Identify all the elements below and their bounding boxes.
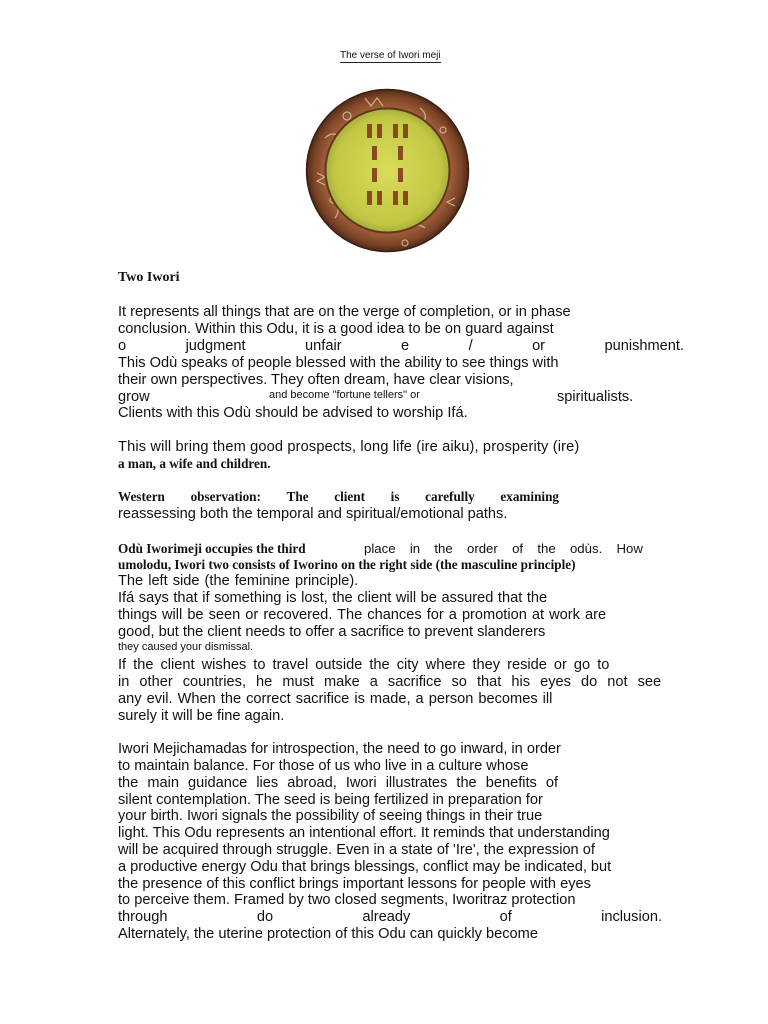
p4-line-9: in other countries, he must make a sacrifice so that his eyes do not see — [118, 674, 662, 690]
word: punishment. — [604, 338, 684, 354]
word: place — [364, 541, 396, 556]
word: of — [512, 541, 524, 556]
p5-line-11 — [118, 909, 662, 925]
p1-line-6b: and become "fortune tellers" or — [269, 389, 420, 401]
word: inclusion. — [601, 909, 662, 925]
p4-line-6: good, but the client needs to offer a sacrifice to prevent slanderers — [118, 624, 546, 640]
p3-line-2: reassessing both the temporal and spiritual/emotional paths. — [118, 506, 508, 522]
p1-line-3 — [118, 338, 684, 354]
p4-line-7: they caused your dismissal. — [118, 641, 254, 653]
p4-line-11: surely it will be fine again. — [118, 708, 285, 724]
p5-line-7: will be acquired through struggle. Even in a state of 'Ire', the expression of — [118, 842, 595, 858]
word: o — [118, 338, 127, 354]
p2-line-2: a man, a wife and children. — [118, 456, 271, 471]
section-heading: Two Iwori — [118, 270, 180, 285]
word: of — [499, 909, 512, 925]
word: the — [434, 541, 453, 556]
word: The — [286, 489, 309, 504]
p4-line-1a: Odù Iworimeji occupies the third — [118, 541, 306, 556]
word: order — [466, 541, 498, 556]
word: judgment — [185, 338, 246, 354]
p1-line-7: Clients with this Odù should be advised to worship Ifá. — [118, 405, 468, 421]
word: e — [401, 338, 410, 354]
p2-line-1: This will bring them good prospects, long life (ire aiku), prosperity (ire) — [118, 439, 580, 455]
p5-line-3: the main guidance lies abroad, Iwori illustrates the benefits of — [118, 775, 559, 791]
word: unfair — [305, 338, 342, 354]
page-header: The verse of Iwori meji — [340, 50, 441, 61]
word: How — [616, 541, 643, 556]
word: do — [256, 909, 274, 925]
p5-line-1: Iwori Mejichamadas for introspection, the need to go inward, in order — [118, 741, 561, 757]
word: in — [409, 541, 421, 556]
p3-line-1 — [118, 489, 559, 505]
word: already — [362, 909, 411, 925]
p1-line-4: This Odù speaks of people blessed with the ability to see things with — [118, 355, 559, 371]
word: through — [118, 909, 168, 925]
p4-line-8: If the client wishes to travel outside the city where they reside or go to — [118, 657, 610, 673]
p1-line-6a: grow — [118, 389, 150, 405]
p5-line-12: Alternately, the uterine protection of this Odu can quickly become — [118, 926, 538, 942]
p1-line-5: their own perspectives. They often dream, have clear visions, — [118, 372, 514, 388]
p4-line-10: any evil. When the correct sacrifice is made, a person becomes ill — [118, 691, 553, 707]
word: / — [468, 338, 473, 354]
p1-line-2: conclusion. Within this Odu, it is a good idea to be on guard against — [118, 321, 554, 337]
p5-line-10: to perceive them. Framed by two closed segments, Iworitraz protection — [118, 892, 576, 908]
p5-line-8: a productive energy Odu that brings blessings, conflict may be indicated, but — [118, 859, 612, 875]
p4-line-5: things will be seen or recovered. The chances for a promotion at work are — [118, 607, 607, 623]
p4-line-3: The left side (the feminine principle). — [118, 573, 359, 589]
odu-emblem-image — [305, 88, 470, 253]
word: Western — [118, 489, 165, 504]
p5-line-9: the presence of this conflict brings important lessons for people with eyes — [118, 876, 591, 892]
word: the — [537, 541, 556, 556]
word: client — [334, 489, 365, 504]
p4-line-1b — [364, 541, 643, 556]
p4-line-2: umolodu, Iwori two consists of Iworino on the right side (the masculine principle) — [118, 557, 576, 572]
word: carefully — [425, 489, 475, 504]
p5-line-4: silent contemplation. The seed is being fertilized in preparation for — [118, 792, 543, 808]
p1-line-6c: spiritualists. — [557, 389, 634, 405]
word: is — [390, 489, 400, 504]
p1-line-1: It represents all things that are on the verge of completion, or in phase — [118, 304, 571, 320]
p5-line-5: your birth. Iwori signals the possibility of seeing things in their true — [118, 808, 543, 824]
p5-line-6: light. This Odu represents an intentional effort. It reminds that understanding — [118, 825, 610, 841]
word: observation: — [190, 489, 261, 504]
p4-line-4: Ifá says that if something is lost, the client will be assured that the — [118, 590, 548, 606]
word: or — [532, 338, 546, 354]
word: odùs. — [569, 541, 603, 556]
p5-line-2: to maintain balance. For those of us who live in a culture whose — [118, 758, 529, 774]
word: examining — [500, 489, 559, 504]
